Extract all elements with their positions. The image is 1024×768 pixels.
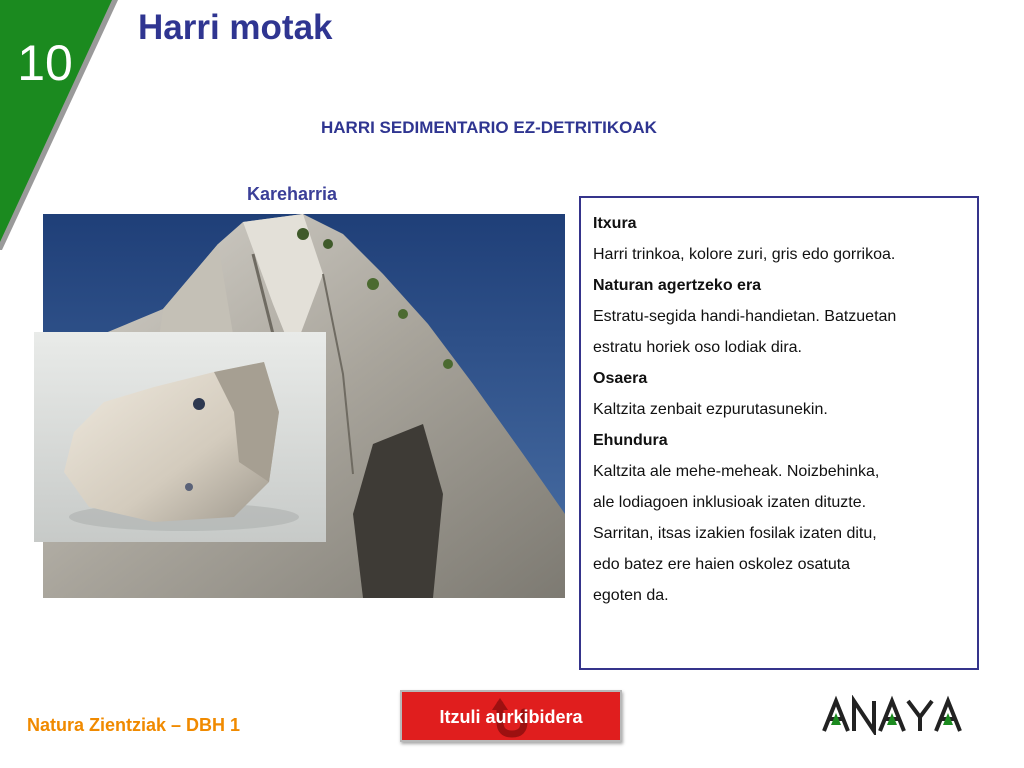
info-line-composition: Kaltzita zenbait ezpurutasunekin. — [593, 401, 828, 418]
info-line-appearance: Harri trinkoa, kolore zuri, gris edo gorrikoa. — [593, 246, 896, 263]
back-to-index-button[interactable] — [400, 690, 622, 742]
info-line-texture-2: ale lodiagoen inklusioak izaten dituzte. — [593, 494, 867, 511]
section-title: HARRI SEDIMENTARIO EZ-DETRITIKOAK — [321, 118, 657, 137]
info-line-texture-5: egoten da. — [593, 587, 669, 604]
info-line-composition-heading: Osaera — [593, 370, 648, 387]
rock-info-panel — [579, 196, 979, 670]
info-line-texture-4: edo batez ere haien oskolez osatuta — [593, 556, 851, 573]
info-line-appearance-heading: Itxura — [593, 215, 637, 232]
info-line-occurrence-2: estratu horiek oso lodiak dira. — [593, 339, 802, 356]
info-line-occurrence-heading: Naturan agertzeko era — [593, 277, 762, 294]
unit-number: 10 — [17, 35, 73, 91]
back-button-label: Itzuli aurkibidera — [439, 707, 583, 727]
info-line-texture-heading: Ehundura — [593, 432, 668, 449]
limestone-sample-photo — [34, 332, 326, 542]
page-title: Harri motak — [138, 8, 333, 47]
anaya-logo — [820, 695, 968, 735]
subject-label: Natura Zientziak – DBH 1 — [27, 715, 241, 735]
info-line-occurrence-1: Estratu-segida handi-handietan. Batzuetan — [593, 308, 897, 325]
info-line-texture-3: Sarritan, itsas izakien fosilak izaten ditu, — [593, 525, 877, 542]
info-line-texture-1: Kaltzita ale mehe-meheak. Noizbehinka, — [593, 463, 880, 480]
rock-name: Kareharria — [247, 184, 338, 204]
